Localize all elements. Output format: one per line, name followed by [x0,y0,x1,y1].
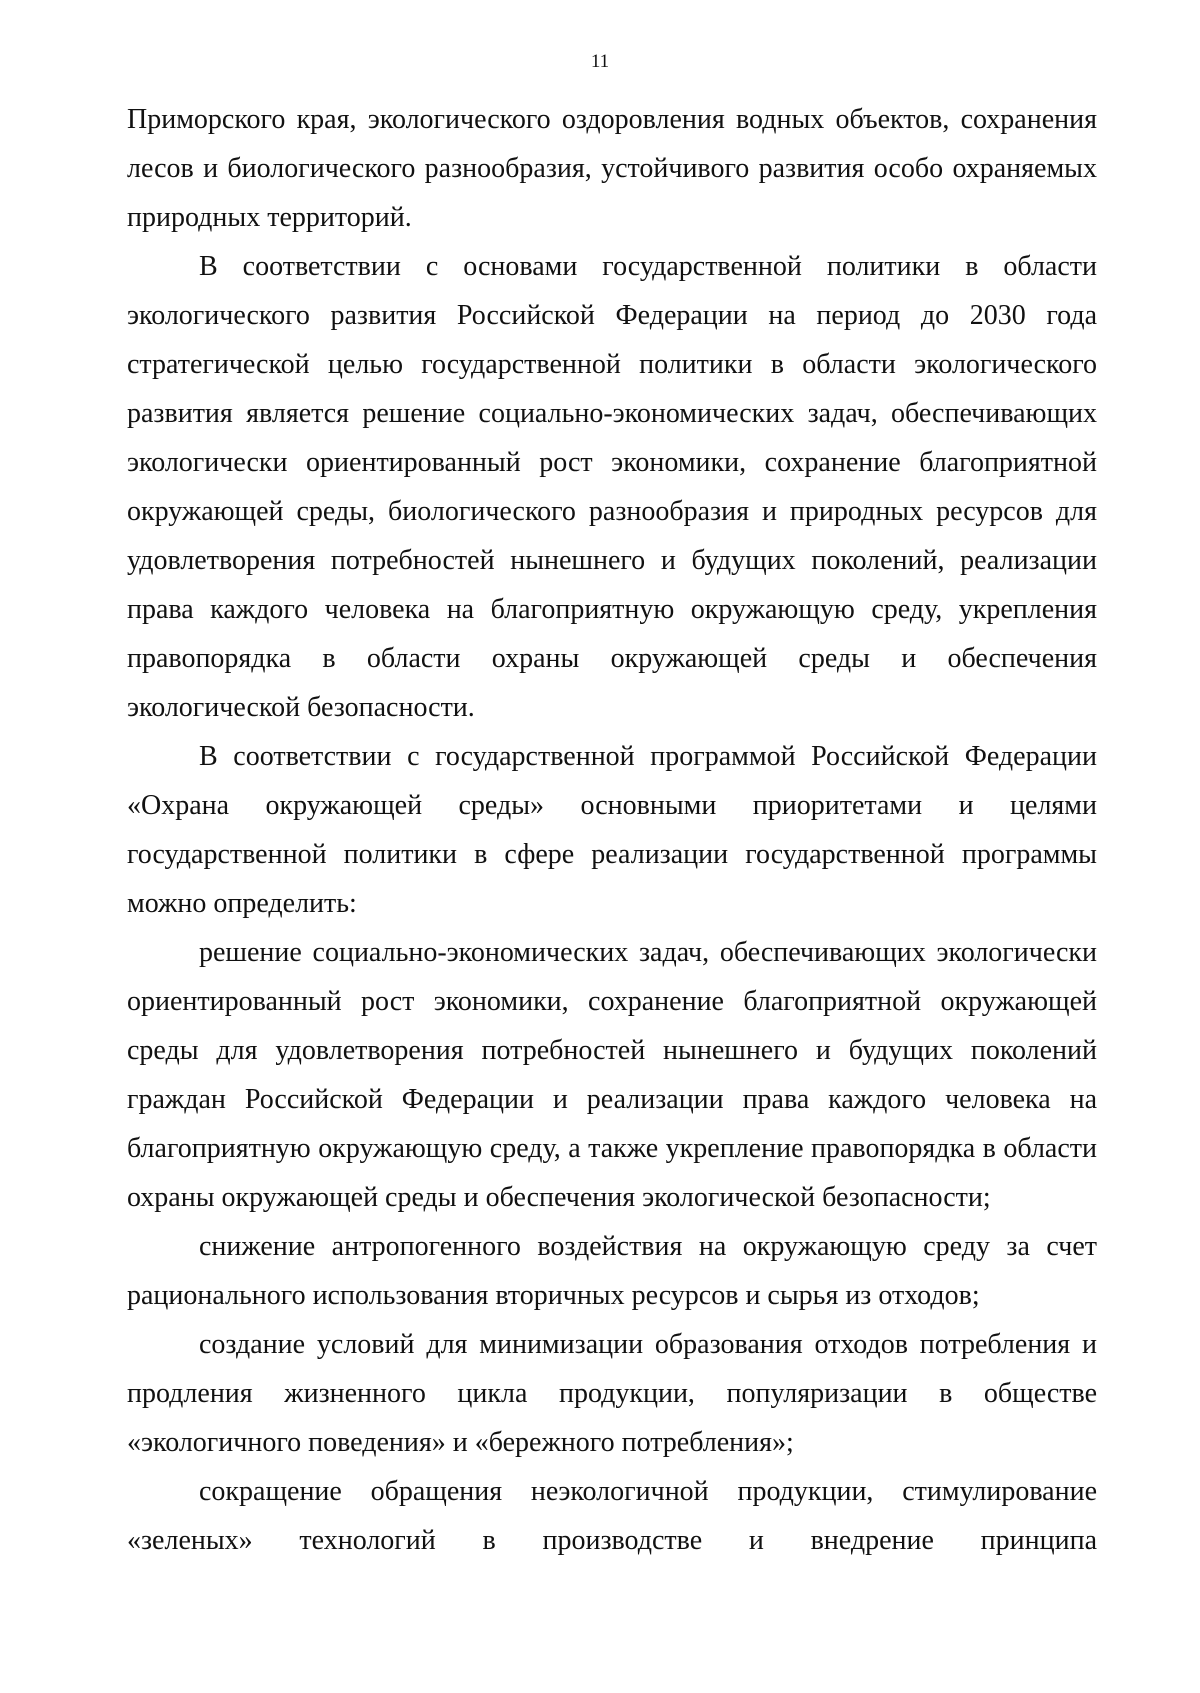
paragraph-state-program: В соответствии с государственной программой Российской Федерации «Охрана окружающей среды» основными приоритетами и целями государственной политики в сфере реализации государственной программы можно определить: [127,741,1097,919]
list-item-anthropogenic-impact: снижение антропогенного воздействия на окружающую среду за счет рационального использования вторичных ресурсов и сырья из отходов; [127,1231,1097,1311]
paragraph-continuation: Приморского края, экологического оздоровления водных объектов, сохранения лесов и биологического разнообразия, устойчивого развития особо охраняемых природных территорий. [127,104,1097,233]
list-item-green-technologies: сокращение обращения неэкологичной продукции, стимулирование «зеленых» технологий в производстве и внедрение принципа [127,1476,1097,1556]
paragraph-ecological-policy: В соответствии с основами государственной политики в области экологического развития Российской Федерации на период до 2030 года стратегической целью государственной политики в области экологического развития является решение социально-экономических задач, обеспечивающих экологически ориентированный рост экономики, сохранение благоприятной окружающей среды, биологического разнообразия и природных ресурсов для удовлетворения потребностей нынешнего и будущих поколений, реализации права каждого человека на благоприятную окружающую среду, укрепления правопорядка в области охраны окружающей среды и обеспечения экологической безопасности. [127,251,1097,723]
list-item-waste-minimization: создание условий для минимизации образования отходов потребления и продления жизненного цикла продукции, популяризации в обществе «экологичного поведения» и «бережного потребления»; [127,1329,1097,1458]
document-body [127,95,1097,1565]
list-item-socioeconomic-tasks: решение социально-экономических задач, обеспечивающих экологически ориентированный рост экономики, сохранение благоприятной окружающей среды для удовлетворения потребностей нынешнего и будущих поколений граждан Российской Федерации и реализации права каждого человека на благоприятную окружающую среду, а также укрепление правопорядка в области охраны окружающей среды и обеспечения экологической безопасности; [127,937,1097,1213]
page-number: 11 [590,51,610,72]
